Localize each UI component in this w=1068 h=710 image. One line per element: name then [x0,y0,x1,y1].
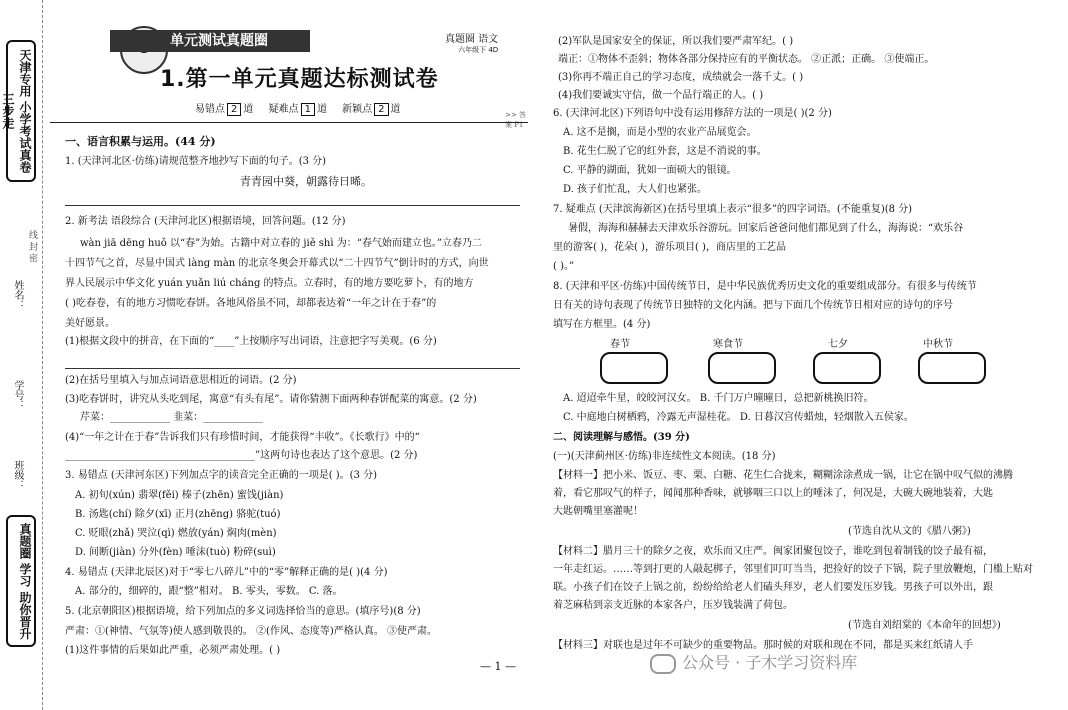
question-text: (3)你再不端正自己的学习态度，成绩就会一落千丈。( ) [558,72,804,83]
question-text: 7. 疑难点 (天津滨海新区)在括号里填上表示“很多”的四字词语。(不能重复)(8 分) [553,204,913,215]
question-text: 填写在方框里。(4 分) [553,319,651,330]
section-heading: 一、语言积累与运用。(44 分) [65,135,216,148]
question-text: 2. 新考法 语段综合 (天津河北区)根据语境，回答问题。(12 分) [65,216,346,227]
count-unit: 道 [390,104,401,115]
count-label-new: 新颖点 [342,104,373,115]
question-text: 日有关的诗句表现了传统节日独特的文化内涵。把与下面几个传统节日相对应的诗句的序号 [553,300,953,311]
passage-line: 着，看它那叹气的样子，闻闻那种香味，就够咽三口以上的唾沫了，何况是，大碗大碗地装着，大匙 [553,488,993,499]
option-row: D. 孩子们忙乱，大人们也紧张。 [563,184,708,195]
class-field-label: 班级： [12,460,23,490]
answer-box[interactable] [600,352,668,384]
question-text: 严肃：①(神情、气氛等)使人感到敬畏的。 ②(作风、态度等)严格认真。 ③使严肃。 [65,626,437,637]
option-row: A. 这不是搁，而是小型的农业产品展览会。 [563,127,757,138]
question-text: 3. 易错点 (天津河东区)下列加点字的读音完全正确的一项是( )。(3 分) [65,470,378,481]
passage-line: 里的游客( )，花朵( )，游乐项目( )，商店里的工艺品 [553,242,786,253]
answer-box[interactable] [918,352,986,384]
left-page [50,0,528,710]
binding-spine [0,0,43,710]
option-row: C. 贬眼(zhǎ) 哭泣(qì) 燃放(yán) 焖肉(mèn) [75,528,277,539]
brand-tab: 真题圈 学习 助你晋升 [6,515,36,647]
count-new: 2 [374,103,388,116]
question-text: 端正：①物体不歪斜；物体各部分保持应有的平衡状态。 ②正派；正确。 ③使端正。 [558,54,935,65]
option-row: B. 花生仁脱了它的红外套，这是不消说的事。 [563,146,767,157]
question-text: (4)我们要诚实守信，做一个品行端正的人。( ) [558,90,764,101]
count-label-hard: 疑难点 [268,104,299,115]
section-heading: 二、阅读理解与感悟。(39 分) [553,432,690,443]
question-text: (1)这件事情的后果如此严重，必须严肃处理。( ) [65,645,281,656]
count-error: 2 [227,103,241,116]
passage-line: wàn jiā dēng huǒ 以“春”为始。古籍中对立春的 jiě shì 为：“春气始而建立也。”立春乃二 [80,238,482,249]
copy-sentence: 青青园中葵，朝露待日晞。 [240,175,372,188]
answer-line: 芹菜：____________ 韭菜：____________ [80,412,264,423]
writing-line [65,205,520,206]
passage-line: 【材料三】对联也是过年不可缺少的重要物品。那时候的对联和现在不同，都是买来红纸请人手 [553,640,973,651]
answer-box[interactable] [813,352,881,384]
option-row: C. 平静的湖面，犹如一面硕大的银镜。 [563,165,737,176]
page-number: — 1 — [480,660,516,673]
option-row: A. 迢迢牵牛星，皎皎河汉女。 B. 千门万户曈曈日，总把新桃换旧符。 [563,393,874,404]
source-line: (节选自沈从文的《腊八粥》) [848,526,971,537]
question-text: 6. (天津河北区)下列语句中没有运用修辞方法的一项是( )(2 分) [553,108,832,119]
difficulty-counts [195,100,401,116]
question-text: 1. (天津河北区·仿练)请规范整齐地抄写下面的句子。(3 分) [65,156,327,167]
question-text: 8. (天津和平区·仿练)中国传统节日，是中华民族优秀历史文化的重要组成部分。有很多与传统节 [553,281,977,292]
passage-line: 十四节气之首，尽显中国式 làng màn 的北京冬奥会开幕式以“二十四节气”倒计时的方式，向世 [65,258,489,269]
option-row: A. 初旬(xún) 翡翠(fěi) 榛子(zhēn) 蜜饯(jiàn) [75,490,284,501]
header-meta [445,30,498,55]
question-text: (3)吃春饼时，讲究从头吃到尾，寓意“有头有尾”。请你猜测下面两种春饼配菜的寓意。(2 分) [65,394,477,405]
passage-line: 暑假，海海和赫赫去天津欢乐谷游玩。回家后爸爸问他们都见到了什么，海海说：“欢乐谷 [568,223,964,234]
festival-label: 春节 [610,339,630,350]
count-hard: 1 [301,103,315,116]
question-text: (一)(天津蓟州区·仿练)非连续性文本阅读。(18 分) [553,451,776,462]
question-text: 5. (北京朝阳区)根据语境，给下列加点的多义词选择恰当的意思。(填序号)(8 分) [65,606,421,617]
header-grade: 六年级下 4D [458,46,499,54]
passage-line: 界人民展示中华文化 yuán yuǎn liú cháng 的特点。立春时，有的地方要吃萝卜，有的地方 [65,278,474,289]
passage-line: 一年走红运。……等到打更的人敲起梆子，邻里们叮叮当当，把捡好的饺子下锅，院子里放鞭炮，门槛上贴对 [553,564,1033,575]
page-title: 1.第一单元真题达标测试卷 [160,67,439,92]
id-field-label: 学号： [12,380,23,410]
right-page [548,0,1048,710]
option-row: C. 中庭地白树栖鸦，冷露无声湿桂花。 D. 日暮汉宫传蜡烛，轻烟散入五侯家。 [563,412,914,423]
header-divider [50,122,528,123]
wechat-icon [650,654,676,674]
festival-label: 七夕 [828,339,848,350]
watermark-text: 公众号 · 子木学习资料库 [682,653,858,672]
festival-label: 寒食节 [713,339,743,350]
question-text: (1)根据文段中的拼音，在下面的“____”上按顺序写出词语，注意把字写美观。(6 分) [65,336,437,347]
option-row: B. 汤匙(chí) 除夕(xī) 正月(zhēng) 骆驼(tuó) [75,509,281,520]
header-band: 单元测试真题圈 [110,30,310,52]
question-text: (4)“一年之计在于春”告诉我们只有珍惜时间，才能获得“丰收”。《长歌行》中的“ [65,432,420,443]
option-row: D. 间断(jiàn) 分外(fèn) 唾沫(tuò) 粉碎(suì) [75,547,276,558]
source-line: (节选自刘绍棠的《本命年的回想》) [848,620,1001,631]
count-unit: 道 [243,104,254,115]
festival-label: 中秋节 [923,339,953,350]
name-field-label: 姓名： [12,280,23,310]
answer-reference: >> 答案 P1 [505,111,526,129]
series-tab: 天津专用 小学考试真卷 三步走 [6,40,36,182]
passage-line: 【材料一】把小米、饭豆、枣、栗、白糖、花生仁合拢来，糊糊涂涂煮成一锅，让它在锅中叹气似的沸腾 [553,470,1013,481]
passage-line: ( )吃春卷，有的地方习惯吃春饼。各地风俗虽不同，却都表达着“一年之计在于春”的 [65,298,437,309]
writing-line [65,368,520,369]
question-text: 4. 易错点 (天津北辰区)对于“零七八碎儿”中的“零”解释正确的是( )(4 分) [65,567,388,578]
passage-line: ( )。” [553,261,575,272]
cut-line-label: 线 封 密 [27,230,37,263]
passage-line: 联。小孩子们在饺子上锅之前，纷纷给给老人们磕头拜岁，老人们要发压岁钱。男孩子可以外出，跟 [553,582,993,593]
question-text: ______________________________________”这两句诗也表达了这个意思。(2 分) [65,450,418,461]
count-unit: 道 [316,104,327,115]
header-subject: 真题圈 语文 [445,34,499,45]
question-text: (2)在括号里填入与加点词语意思相近的词语。(2 分) [65,375,297,386]
option-row: A. 部分的，细碎的，跟“整”相对。 B. 零头，零数。 C. 落。 [75,586,343,597]
passage-line: 【材料二】腊月三十的除夕之夜，欢乐而又庄严。闽家团聚包饺子，谁吃到包着制钱的饺子最有福， [553,546,993,557]
watermark [650,650,857,674]
count-label-error: 易错点 [195,104,225,115]
question-text: (2)军队是国家安全的保证，所以我们要严肃军纪。( ) [558,36,794,47]
passage-line: 着芝麻秸到亲支近脉的本家各户，压岁钱装满了荷包。 [553,600,793,611]
passage-line: 大匙朝嘴里塞灌呢！ [553,506,643,517]
answer-box[interactable] [708,352,776,384]
passage-line: 美好愿景。 [65,318,115,329]
